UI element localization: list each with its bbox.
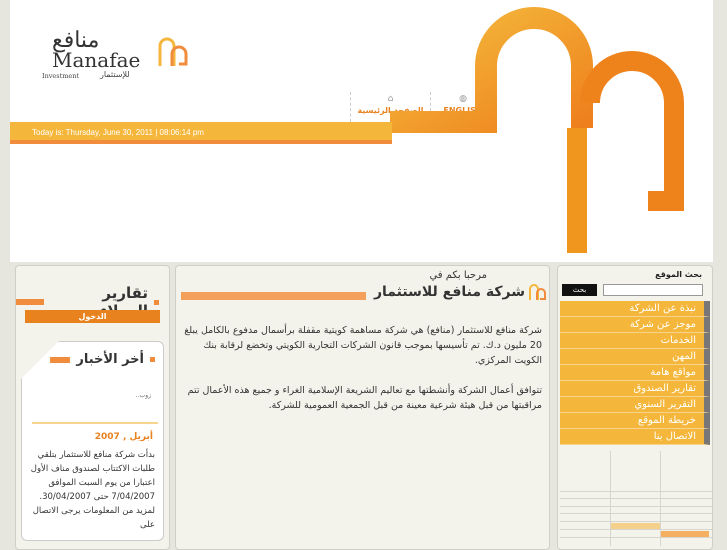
- news-heading: [50, 352, 155, 367]
- english-link-label: ENGLISH: [443, 106, 483, 115]
- logo-mark-icon: [157, 34, 193, 70]
- logo-mark-icon: [528, 282, 546, 302]
- calendar-highlight[interactable]: [611, 523, 660, 529]
- center-panel: [175, 265, 550, 550]
- bullet-icon: [154, 300, 159, 305]
- logo-sub-arabic: للإستثمار: [100, 70, 130, 79]
- calendar-widget: [560, 451, 712, 546]
- search-label: بحث الموقع: [655, 270, 702, 279]
- right-margin: [713, 0, 727, 545]
- menu-item-sitemap[interactable]: خريطة الموقع: [560, 413, 710, 429]
- search-button[interactable]: بحث: [562, 284, 597, 296]
- intro-paragraph-2: تتوافق أعمال الشركة وأنشطتها مع تعاليم الشريعة الإسلامية الغراء و جميع هذه الأعمال تتم مراقبتها من قبل هيئة شرعية معينة من قبل الجمعية العمومية للشركة.: [187, 385, 542, 411]
- client-reports-title: تقارير: [102, 284, 149, 302]
- globe-icon: ◍: [459, 94, 467, 104]
- left-panel: [15, 265, 170, 550]
- calendar-gridline: [560, 513, 712, 514]
- news-title: أخر الأخبار: [76, 352, 144, 367]
- heading-bar: [50, 357, 70, 363]
- welcome-subtitle: مرحبا بكم في: [429, 270, 487, 281]
- intro-paragraph-1: شركة منافع للاستثمار (منافع) هي شركة مساهمة كويتية مقفلة برأسمال مدفوع بالكامل يبلغ 20 مليون د.ك. تم تأسيسها بموجب قانون الشركات التجارية الكويتي وتخضع لرقابة بنك الكويت المركزي.: [184, 325, 542, 366]
- heading-bar: [181, 292, 366, 300]
- menu-item-careers[interactable]: المهن: [560, 349, 710, 365]
- menu-item-about[interactable]: نبذة عن الشركة: [560, 301, 710, 317]
- logo-arabic: منافع: [52, 28, 100, 53]
- news-more-link[interactable]: ..زوب: [135, 392, 151, 399]
- heading-bar: [16, 299, 44, 305]
- login-button[interactable]: الدخول: [25, 310, 160, 323]
- calendar-gridline: [560, 521, 712, 522]
- menu-item-fund-reports[interactable]: تقارير الصندوق: [560, 381, 710, 397]
- logo-english: Manafae: [52, 48, 141, 72]
- bullet-icon: [150, 357, 155, 362]
- calendar-today[interactable]: [661, 531, 709, 537]
- date-bar: [10, 122, 392, 144]
- welcome-title: شركة منافع للاستثمار: [373, 284, 525, 300]
- home-icon: ⌂: [387, 94, 394, 104]
- brand-arch-graphic-icon: [390, 8, 715, 263]
- left-margin: [0, 0, 10, 545]
- menu-item-annual-report[interactable]: التقرير السنوي: [560, 397, 710, 413]
- right-panel: [557, 265, 713, 550]
- news-card: [21, 341, 164, 541]
- search-input[interactable]: [603, 284, 703, 296]
- news-date: أبريل , 2007: [94, 432, 153, 442]
- menu-item-links[interactable]: مواقع هامة: [560, 365, 710, 381]
- news-body: بدأت شركة منافع للاستثمار بتلقي طلبات الاكتتاب لصندوق مناف الأول اعتبارا من يوم السبت الموافق 7/04/2007 حتى 30/04/2007. لمزيد من المعلومات يرجى الاتصال على: [30, 450, 155, 530]
- side-menu: [560, 301, 710, 445]
- menu-item-services[interactable]: الخدمات: [560, 333, 710, 349]
- current-date: Today is: Thursday, June 30, 2011 | 08:06:14 pm: [32, 128, 204, 137]
- logo[interactable]: [42, 28, 202, 88]
- calendar-gridline: [560, 498, 712, 499]
- home-link-label: الصفحة الرئيسية: [357, 106, 424, 115]
- menu-item-contact[interactable]: الاتصال بنا: [560, 429, 710, 445]
- calendar-gridline: [560, 537, 712, 538]
- calendar-gridline: [560, 506, 712, 507]
- menu-item-overview[interactable]: موجز عن شركة: [560, 317, 710, 333]
- calendar-gridline: [560, 529, 712, 530]
- divider: [32, 422, 158, 424]
- calendar-gridline: [560, 491, 712, 492]
- logo-sub-english: Investment: [42, 72, 80, 80]
